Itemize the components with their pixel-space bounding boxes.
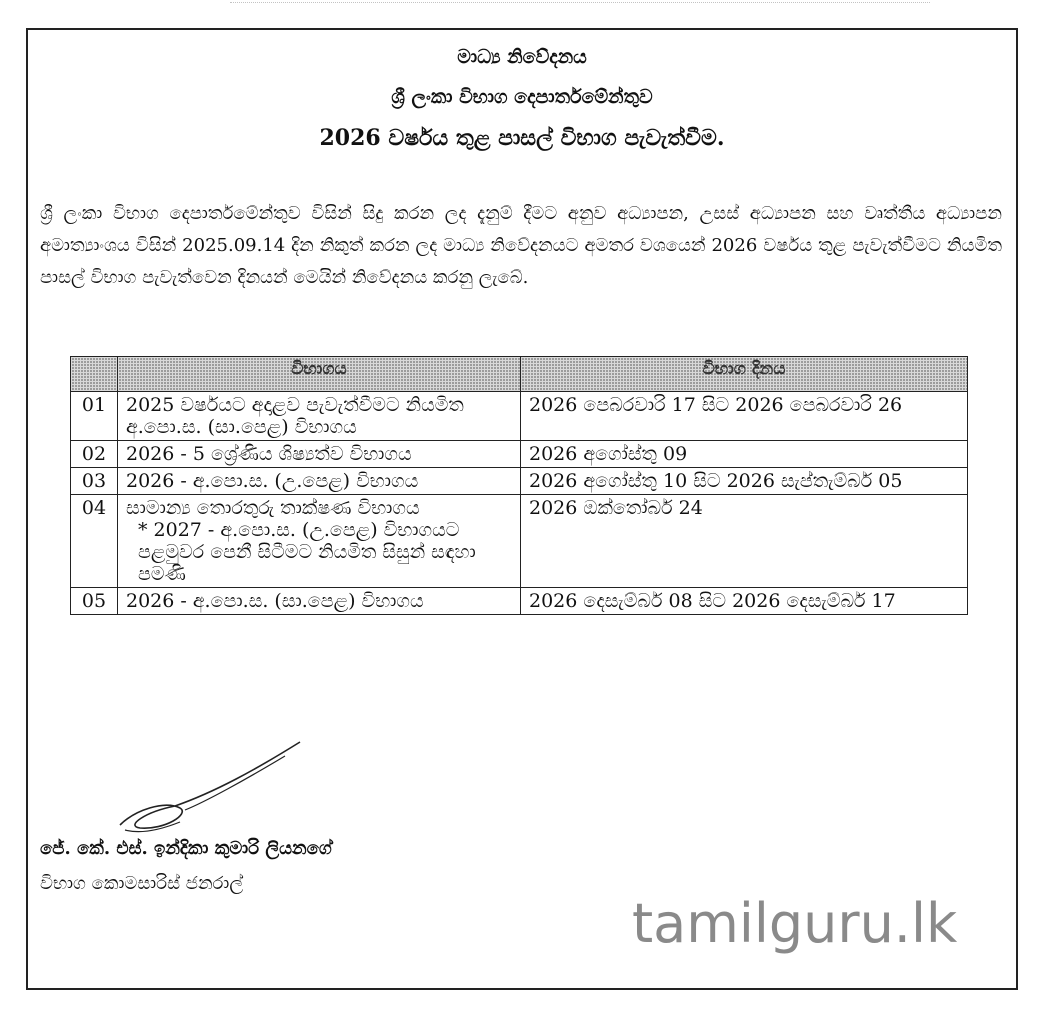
- table-row: [71, 392, 968, 441]
- exam-name: 2026 - අ.පො.ස. (සා.පෙළ) විභාගය: [118, 588, 521, 615]
- handwritten-signature: [105, 730, 315, 840]
- table-header-row: [71, 357, 968, 392]
- watermark: tamilguru.lk: [632, 892, 958, 955]
- scan-edge-trace: [230, 2, 930, 11]
- row-number: 02: [71, 441, 118, 468]
- notice-type-heading: මාධ්‍ය නිවේදනය: [457, 46, 587, 68]
- signature-stroke: [185, 756, 285, 810]
- table-row: [71, 468, 968, 495]
- department-heading: ශ්‍රී ලංකා විභාග දෙපාර්තමේන්තුව: [391, 86, 653, 108]
- signature-stroke: [125, 822, 180, 832]
- exam-date: 2026 පෙබරවාරි 17 සිට 2026 පෙබරවාරි 26: [521, 392, 968, 441]
- row-number: 04: [71, 495, 118, 588]
- header-date: විභාග දිනය: [521, 357, 968, 392]
- signatory-title: විභාග කොමසාරිස් ජනරාල්: [40, 873, 244, 894]
- header-no: [71, 357, 118, 392]
- row-number: 05: [71, 588, 118, 615]
- exam-date: 2026 දෙසැම්බර් 08 සිට 2026 දෙසැම්බර් 17: [521, 588, 968, 615]
- signatory-name: ජේ. කේ. එස්. ඉන්දිකා කුමාරි ලියනගේ: [40, 838, 332, 859]
- exam-date: 2026 අගෝස්තු 10 සිට 2026 සැප්තැම්බර් 05: [521, 468, 968, 495]
- exam-date: 2026 ඔක්තෝබර් 24: [521, 495, 968, 588]
- row-number: 01: [71, 392, 118, 441]
- exam-name: 2026 - 5 ශ්‍රේණිය ශිෂ්‍යත්ව විභාගය: [118, 441, 521, 468]
- table-row: [71, 495, 968, 588]
- exam-name-with-note: [118, 495, 521, 588]
- exam-name: සාමාන්‍ය තොරතුරු තාක්ෂණ විභාගය: [126, 497, 420, 519]
- row-number: 03: [71, 468, 118, 495]
- signature-stroke: [120, 742, 300, 828]
- exam-note: * 2027 - අ.පො.ස. (උ.පෙළ) විභාගයට පළමුවර පෙනී සිටීමට නියමිත සිසුන් සඳහා පමණි: [138, 519, 476, 585]
- exam-name: 2025 වර්ෂයට අදාළව පැවැත්වීමට නියමිත අ.පො.ස. (සා.පෙළ) විභාගය: [118, 392, 521, 441]
- exam-date: 2026 අගෝස්තු 09: [521, 441, 968, 468]
- table-row: [71, 441, 968, 468]
- header-exam: විභාගය: [118, 357, 521, 392]
- table-row: [71, 588, 968, 615]
- intro-paragraph: ශ්‍රී ලංකා විභාග දෙපාර්තමේන්තුව විසින් සිදු කරන ලද දැනුම් දීමට අනුව අධ්‍යාපන, උසස් අධ්‍යාපන සහ වෘත්තීය අධ්‍යාපන අමාත්‍යාංශය විසින් 2025.09.14 දින නිකුත් කරන ලද මාධ්‍ය නිවේදනයට අමතර වශයෙන් 2026 වර්ෂය තුළ පැවැත්වීමට නියමිත පාසල් විභාග පැවැත්වෙන දිනයන් මෙයින් නිවේදනය කරනු ලැබේ.: [40, 203, 1002, 288]
- notice-title: 2026 වර්ෂය තුළ පාසල් විභාග පැවැත්වීම.: [319, 125, 725, 151]
- exam-name: 2026 - අ.පො.ස. (උ.පෙළ) විභාගය: [118, 468, 521, 495]
- exam-schedule-table: [70, 356, 968, 615]
